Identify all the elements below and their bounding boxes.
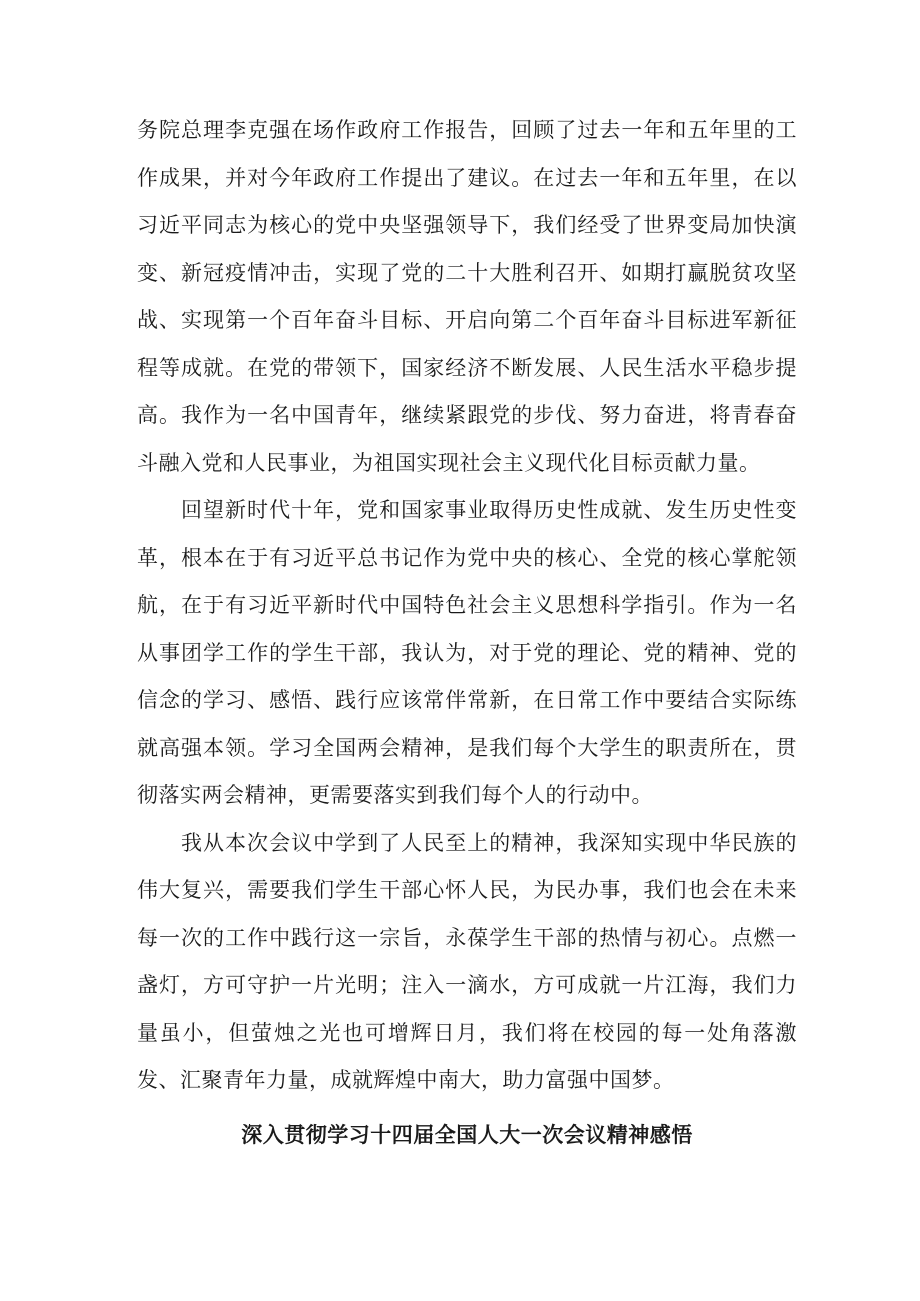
paragraph-2: 回望新时代十年，党和国家事业取得历史性成就、发生历史性变革，根本在于有习近平总书记作为党中央的核心、全党的核心掌舵领航，在于有习近平新时代中国特色社会主义思想科学指引。作为一名从事团学工作的学生干部，我认为，对于党的理论、党的精神、党的信念的学习、感悟、践行应该常伴常新，在日常工作中要结合实际练就高强本领。学习全国两会精神，是我们每个大学生的职责所在，贯彻落实两会精神，更需要落实到我们每个人的行动中。: [137, 498, 797, 807]
paragraph-3: 我从本次会议中学到了人民至上的精神，我深知实现中华民族的伟大复兴，需要我们学生干部心怀人民，为民办事，我们也会在未来每一次的工作中践行这一宗旨，永葆学生干部的热情与初心。点燃一盏灯，方可守护一片光明；注入一滴水，方可成就一片江海，我们力量虽小，但萤烛之光也可增辉日月，我们将在校园的每一处角落激发、汇聚青年力量，成就辉煌中南大，助力富强中国梦。: [137, 830, 797, 1092]
paragraph-1: 务院总理李克强在场作政府工作报告，回顾了过去一年和五年里的工作成果，并对今年政府工作提出了建议。在过去一年和五年里，在以习近平同志为核心的党中央坚强领导下，我们经受了世界变局加快演变、新冠疫情冲击，实现了党的二十大胜利召开、如期打赢脱贫攻坚战、实现第一个百年奋斗目标、开启向第二个百年奋斗目标进军新征程等成就。在党的带领下，国家经济不断发展、人民生活水平稳步提高。我作为一名中国青年，继续紧跟党的步伐、努力奋进，将青春奋斗融入党和人民事业，为祖国实现社会主义现代化目标贡献力量。: [137, 118, 797, 475]
section-heading: 深入贯彻学习十四届全国人大一次会议精神感悟: [241, 1121, 693, 1147]
document-body: [137, 107, 797, 1158]
